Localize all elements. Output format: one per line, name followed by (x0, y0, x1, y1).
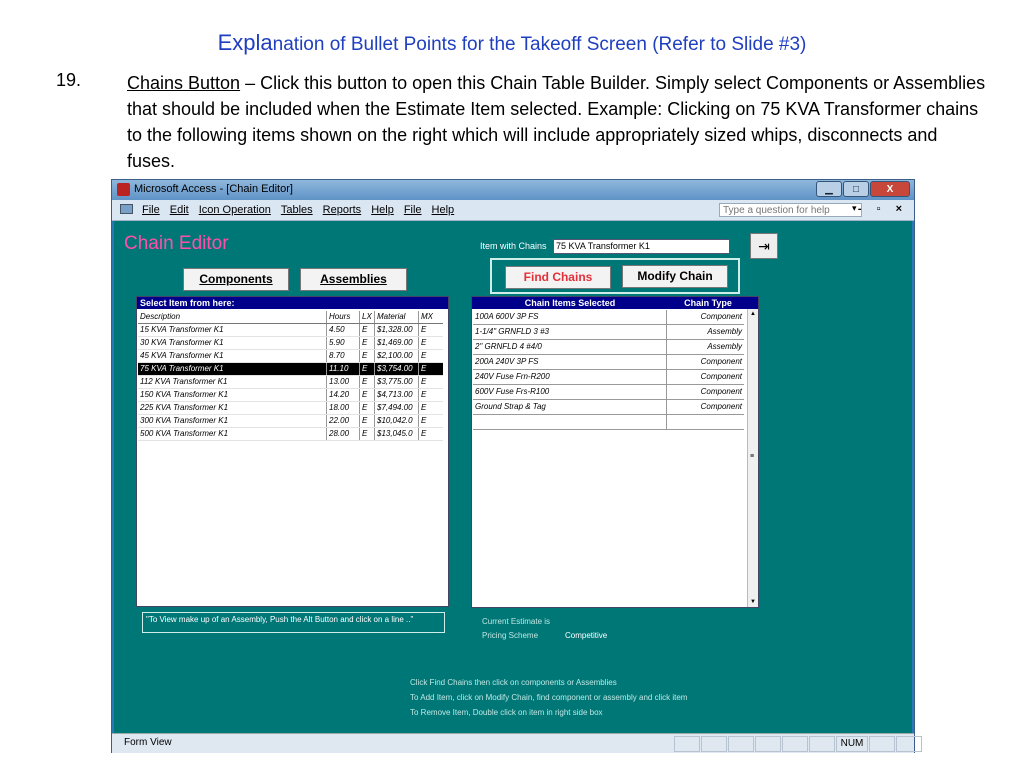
item-description: 45 KVA Transformer K1 (140, 351, 224, 360)
item-description: 15 KVA Transformer K1 (140, 325, 224, 334)
item-description: 75 KVA Transformer K1 (140, 364, 224, 373)
select-item-list (136, 296, 449, 607)
chevron-down-icon[interactable]: ▾ (852, 203, 857, 213)
chain-item-row[interactable] (473, 400, 744, 415)
window-title: Microsoft Access - [Chain Editor] (134, 183, 293, 195)
item-mx: E (418, 363, 443, 375)
item-lx: E (359, 324, 374, 336)
chain-item-type: Component (700, 312, 742, 321)
item-with-chains-label: Item with Chains (480, 241, 547, 251)
menu-icon-operation[interactable]: Icon Operation (198, 204, 271, 216)
assembly-hint: "To View make up of an Assembly, Push the Alt Button and click on a line .." (142, 612, 445, 633)
assemblies-button[interactable] (300, 268, 407, 291)
slide-title-rest: nation of Bullet Points for the Takeoff Screen (Refer to Slide #3) (272, 34, 807, 55)
status-cell (728, 736, 754, 752)
list-column-headers (138, 311, 443, 324)
chain-item-type: Component (700, 387, 742, 396)
item-hours: 18.00 (326, 402, 359, 414)
item-material: $3,754.00 (374, 363, 418, 375)
chain-item-row[interactable] (473, 385, 744, 400)
view-mode: Form View (124, 737, 172, 748)
list-item[interactable] (138, 415, 443, 428)
select-item-header: Select Item from here: (137, 297, 448, 309)
menu-help-2[interactable]: Help (431, 204, 455, 216)
item-with-chains-input[interactable]: 75 KVA Transformer K1 (553, 239, 730, 254)
bullet-text (127, 70, 987, 174)
chain-editor-form (114, 221, 912, 733)
access-app-icon[interactable] (117, 183, 130, 196)
chain-item-name-empty (473, 415, 667, 429)
list-item[interactable] (138, 376, 443, 389)
list-item[interactable] (138, 337, 443, 350)
item-material: $2,100.00 (374, 350, 418, 362)
components-button[interactable] (183, 268, 289, 291)
chain-item-name: 240V Fuse Frn-R200 (473, 370, 667, 384)
instruction-line: To Remove Item, Double click on item in right side box (410, 708, 603, 717)
chain-item-name: 2" GRNFLD 4 #4/0 (473, 340, 667, 354)
item-lx: E (359, 337, 374, 349)
chain-item-row[interactable] (473, 340, 744, 355)
pricing-scheme-value: Competitive (565, 631, 608, 640)
item-lx: E (359, 350, 374, 362)
list-item[interactable] (138, 350, 443, 363)
item-hours: 4.50 (326, 324, 359, 336)
question-input[interactable]: Type a question for help (719, 203, 862, 217)
chain-items-list (471, 296, 759, 608)
chain-item-row[interactable] (473, 325, 744, 340)
chain-items-header (472, 297, 758, 309)
menu-reports[interactable]: Reports (322, 204, 362, 216)
list-item[interactable] (138, 324, 443, 337)
item-mx: E (418, 402, 443, 414)
list-item-selected[interactable] (138, 363, 443, 376)
form-title: Chain Editor (124, 233, 229, 254)
item-mx: E (418, 337, 443, 349)
item-material: $10,042.0 (374, 415, 418, 427)
menu-file-2[interactable]: File (403, 204, 422, 216)
item-lx: E (359, 402, 374, 414)
menu-tables[interactable]: Tables (280, 204, 313, 216)
menu-edit[interactable]: Edit (169, 204, 189, 216)
col-chain-items-selected: Chain Items Selected (524, 298, 616, 308)
chain-item-row[interactable] (473, 310, 744, 325)
menu-help[interactable]: Help (371, 204, 394, 216)
col-lx[interactable]: LX (359, 311, 374, 323)
item-hours: 5.90 (326, 337, 359, 349)
item-hours: 22.00 (326, 415, 359, 427)
item-hours: 13.00 (326, 376, 359, 388)
chain-item-type-empty (667, 415, 744, 429)
list-item[interactable] (138, 389, 443, 402)
menu-file[interactable]: File (142, 204, 160, 216)
item-mx: E (418, 376, 443, 388)
exit-icon[interactable]: ⇥ (750, 233, 778, 259)
current-estimate-label: Current Estimate is (482, 617, 551, 626)
scroll-down-icon[interactable]: ▼ (750, 599, 756, 605)
close-button[interactable]: X (870, 181, 910, 197)
title-bar[interactable] (112, 180, 914, 200)
item-material: $1,469.00 (374, 337, 418, 349)
status-cell (674, 736, 700, 752)
num-lock-indicator: NUM (836, 736, 868, 752)
item-mx: E (418, 415, 443, 427)
chain-item-type: Component (700, 357, 742, 366)
item-lx: E (359, 376, 374, 388)
bullet-number: 19. (56, 70, 82, 90)
col-material[interactable]: Material (374, 311, 418, 323)
status-cell (782, 736, 808, 752)
chain-item-name: Ground Strap & Tag (473, 400, 667, 414)
item-material: $13,045.0 (374, 428, 418, 440)
access-window (111, 179, 915, 753)
instruction-line: To Add Item, click on Modify Chain, find component or assembly and click item (410, 693, 688, 702)
scroll-grip-icon[interactable]: ≡ (750, 453, 755, 460)
status-cell (701, 736, 727, 752)
bullet-link: Chains Button (127, 73, 241, 93)
components-label: Components (199, 272, 273, 286)
slide-title-prefix: Expla (217, 30, 273, 55)
chain-item-type: Assembly (707, 342, 742, 351)
status-cell (896, 736, 922, 752)
item-description: 300 KVA Transformer K1 (140, 416, 229, 425)
chain-list-scrollbar[interactable] (747, 309, 758, 607)
item-lx: E (359, 389, 374, 401)
chain-item-name: 1-1/4" GRNFLD 3 #3 (473, 325, 667, 339)
item-mx: E (418, 389, 443, 401)
scroll-up-icon[interactable]: ▲ (750, 311, 756, 317)
chain-item-type: Assembly (707, 327, 742, 336)
col-chain-type: Chain Type (684, 298, 732, 308)
item-material: $4,713.00 (374, 389, 418, 401)
item-description: 500 KVA Transformer K1 (140, 429, 229, 438)
item-description: 225 KVA Transformer K1 (140, 403, 229, 412)
slide-title (0, 30, 1024, 56)
item-material: $3,775.00 (374, 376, 418, 388)
chain-item-row[interactable] (473, 370, 744, 385)
find-chains-button[interactable]: Find Chains (505, 266, 611, 289)
item-lx: E (359, 428, 374, 440)
list-item[interactable] (138, 402, 443, 415)
status-bar (112, 733, 914, 753)
item-mx: E (418, 350, 443, 362)
item-lx: E (359, 363, 374, 375)
item-material: $7,494.00 (374, 402, 418, 414)
mdi-window-controls[interactable]: - ▫ × (857, 203, 908, 215)
chain-item-type: Component (700, 402, 742, 411)
col-mx[interactable]: MX (418, 311, 443, 323)
item-hours: 11.10 (326, 363, 359, 375)
status-cell (755, 736, 781, 752)
item-hours: 8.70 (326, 350, 359, 362)
assemblies-label: Assemblies (320, 272, 387, 286)
col-hours[interactable]: Hours (326, 311, 359, 323)
item-description: 150 KVA Transformer K1 (140, 390, 229, 399)
modify-chain-button[interactable]: Modify Chain (622, 265, 728, 288)
chain-item-name: 100A 600V 3P FS (473, 310, 667, 324)
status-cell (869, 736, 895, 752)
bullet-body: – Click this button to open this Chain Table Builder. Simply select Components or Assemblies that should be included when the Estimate Item selected. Example: Clicking on 75 KVA Transformer chains to the following items shown on the right which will include appropriately sized whips, disconnects and fuses. (127, 73, 986, 171)
item-mx: E (418, 324, 443, 336)
item-lx: E (359, 415, 374, 427)
item-hours: 14.20 (326, 389, 359, 401)
item-hours: 28.00 (326, 428, 359, 440)
minimize-button[interactable]: ▁ (816, 181, 842, 197)
item-description: 30 KVA Transformer K1 (140, 338, 224, 347)
chain-item-type: Component (700, 372, 742, 381)
item-description: 112 KVA Transformer K1 (140, 377, 228, 386)
form-icon[interactable] (120, 204, 133, 214)
item-material: $1,328.00 (374, 324, 418, 336)
item-mx: E (418, 428, 443, 440)
maximize-button[interactable]: □ (843, 181, 869, 197)
list-item[interactable] (138, 428, 443, 441)
menu-bar (112, 200, 914, 221)
instruction-line: Click Find Chains then click on components or Assemblies (410, 678, 617, 687)
chain-item-name: 200A 240V 3P FS (473, 355, 667, 369)
chain-item-row-empty[interactable] (473, 415, 744, 430)
chain-item-row[interactable] (473, 355, 744, 370)
status-cell (809, 736, 835, 752)
pricing-scheme-label: Pricing Scheme (482, 631, 539, 640)
col-description[interactable]: Description (140, 312, 181, 321)
chain-item-name: 600V Fuse Frs-R100 (473, 385, 667, 399)
